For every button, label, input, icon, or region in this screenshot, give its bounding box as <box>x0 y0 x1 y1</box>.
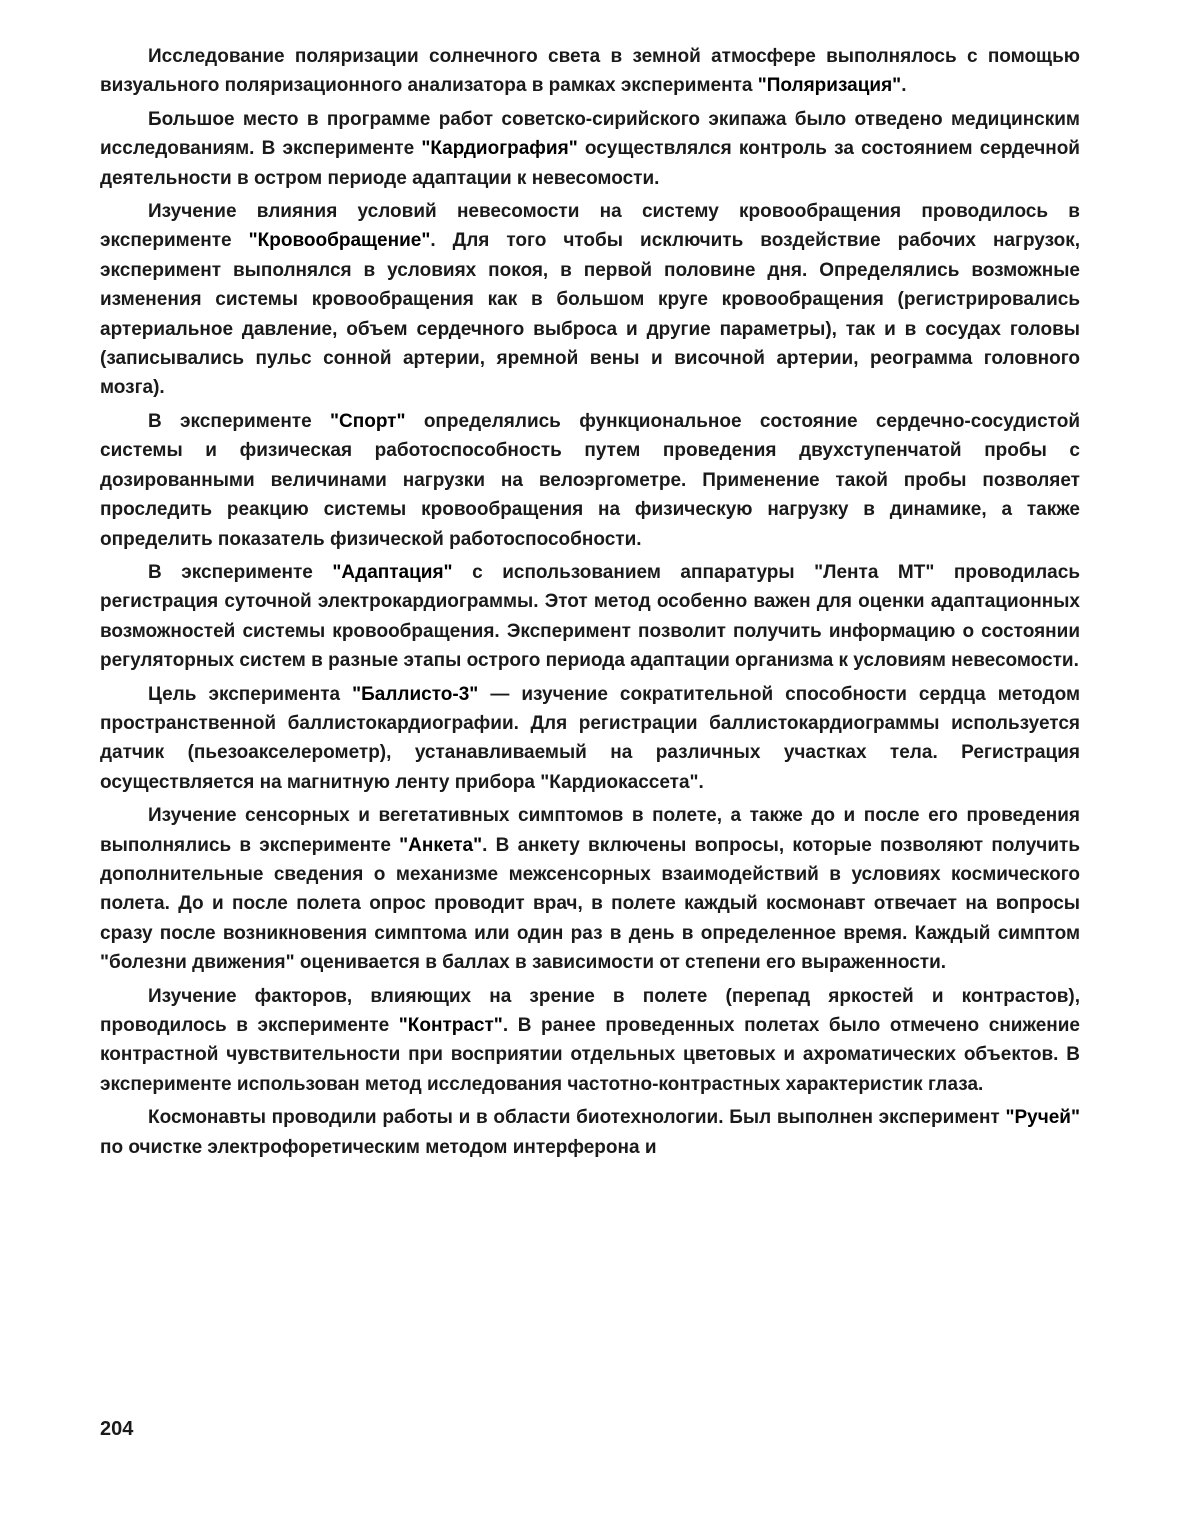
paragraph-text: осуществлялся контроль за состоянием сердечной деятельности в остром периоде адаптации к невесомости. <box>100 138 1086 189</box>
paragraph-cardiography <box>100 105 1086 193</box>
paragraph-ballisto <box>100 680 1086 798</box>
paragraph-text: . В ранее проведенных полетах было отмечено снижение контрастной чувствительности при восприятии отдельных цветовых и ахроматических объектов. В эксперименте использован метод исследования частотно-контрастных характеристик глаза. <box>100 1015 1086 1095</box>
paragraph-text: по очистке электрофоретическим методом интерферона и <box>100 1107 1086 1158</box>
paragraph-polarization <box>100 42 1086 101</box>
experiment-name: "Кровообращение" <box>248 230 431 252</box>
experiment-name: "Анкета" <box>399 834 483 856</box>
paragraph-questionnaire <box>100 801 1086 977</box>
paragraph-text: Изучение факторов, влияющих на зрение в полете (перепад яркостей и контрастов), проводилось в эксперименте <box>100 985 1086 1036</box>
paragraph-text: Изучение влияния условий невесомости на систему кровообращения проводилось в эксперименте <box>100 201 1086 252</box>
page-number: 204 <box>100 1418 134 1440</box>
experiment-name: "Ручей" <box>1005 1107 1080 1129</box>
paragraph-text: определялись функциональное состояние сердечно-сосудистой системы и физическая работоспособность путем проведения двухступенчатой пробы с дозированными величинами нагрузки на велоэргометре. Применение такой пробы позволяет проследить реакцию системы кровообращения на физическую нагрузку в динамике, а также определить показатель физической работоспособности. <box>100 410 1086 550</box>
experiment-name: "Баллисто-3" <box>352 683 479 705</box>
paragraph-text: с использованием аппаратуры "Лента МТ" проводилась регистрация суточной электрокардиограммы. Этот метод особенно важен для оценки адаптационных возможностей системы кровообращения. Эксперимент позволит получить информацию о состоянии регуляторных систем в разные этапы острого периода адаптации организма к условиям невесомости. <box>100 561 1086 672</box>
paragraph-circulation <box>100 197 1086 403</box>
paragraph-text: Большое место в программе работ советско-сирийского экипажа было отведено медицинским исследованиям. В эксперименте <box>100 108 1086 160</box>
paragraph-sport <box>100 407 1086 554</box>
paragraph-text: . <box>901 75 907 97</box>
experiment-name: "Кардиография" <box>421 138 578 160</box>
experiment-name: "Поляризация" <box>757 75 902 97</box>
document-page <box>100 42 1086 1482</box>
paragraph-text: В эксперименте <box>148 410 331 432</box>
paragraph-text: Цель эксперимента <box>148 683 353 705</box>
paragraph-text: Исследование поляризации солнечного света в земной атмосфере выполнялось с помощью визуального поляризационного анализатора в рамках эксперимента <box>100 46 1086 97</box>
paragraph-contrast <box>100 982 1086 1100</box>
experiment-name: "Контраст" <box>398 1015 503 1036</box>
paragraph-text: . В анкету включены вопросы, которые позволяют получить дополнительные сведения о механизме межсенсорных взаимодействий в условиях космического полета. До и после полета опрос проводит врач, в полете каждый космонавт отвечает на вопросы сразу после возникновения симптома или один раз в день в определенное время. Каждый симптом "болезни движения" оценивается в баллах в зависимости от степени его выраженности. <box>100 834 1086 974</box>
paragraph-text: . Для того чтобы исключить воздействие рабочих нагрузок, эксперимент выполнялся в условиях покоя, в первой половине дня. Определялись возможные изменения системы кровообращения как в большом круге кровообращения (регистрировались артериальное давление, объем сердечного выброса и другие параметры), так и в сосудах головы (записывались пульс сонной артерии, яремной вены и височной артерии, реограмма головного мозга). <box>100 230 1086 399</box>
experiment-name: "Спорт" <box>330 410 406 432</box>
paragraph-adaptation <box>100 558 1086 676</box>
paragraph-text: Изучение сенсорных и вегетативных симптомов в полете, а также до и после его проведения выполнялись в эксперименте <box>100 805 1086 856</box>
paragraph-stream <box>100 1103 1086 1162</box>
paragraph-text: Космонавты проводили работы и в области биотехнологии. Был выполнен эксперимент <box>148 1107 1006 1129</box>
paragraph-text: — изучение сократительной способности сердца методом пространственной баллистокардиографии. Для регистрации баллистокардиограммы используется датчик (пьезоакселерометр), устанавливаемый на различных участках тела. Регистрация осуществляется на магнитную ленту прибора "Кардиокассета". <box>100 683 1086 793</box>
paragraph-text: В эксперименте <box>148 561 333 583</box>
experiment-name: "Адаптация" <box>332 561 453 583</box>
